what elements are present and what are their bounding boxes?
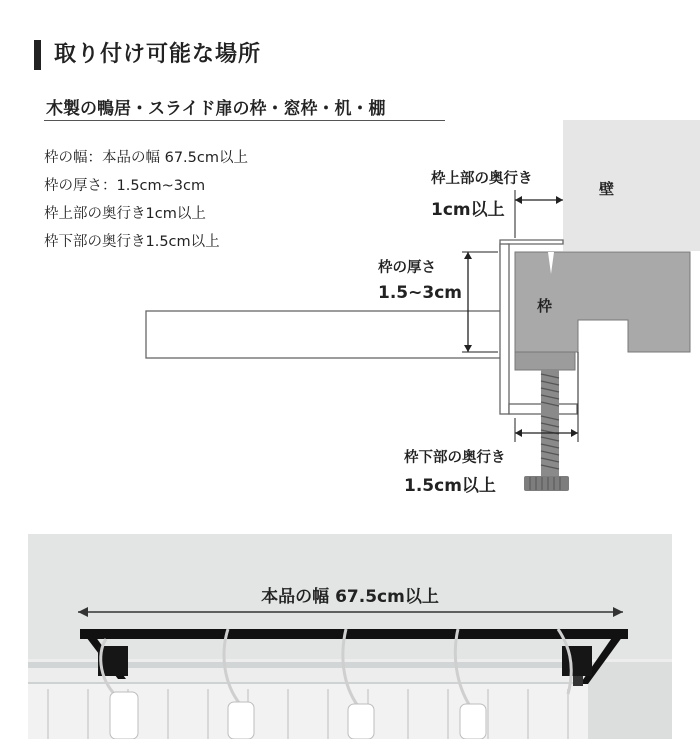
rod-outline	[146, 311, 504, 358]
spec-bottom-depth: 枠下部の奥行き1.5cm以上	[44, 234, 220, 250]
product-width-label: 本品の幅 67.5cm以上	[261, 587, 439, 607]
wall-block	[563, 120, 700, 251]
page-title: 取り付け可能な場所	[54, 42, 262, 67]
adjust-knob	[524, 476, 569, 491]
wall-label: 壁	[599, 180, 615, 198]
page-subtitle: 木製の鴨居・スライド扉の枠・窓枠・机・棚	[46, 99, 386, 119]
thickness-label: 枠の厚さ	[378, 260, 436, 276]
spec-top-depth: 枠上部の奥行き1cm以上	[44, 206, 206, 222]
bottom-depth-value: 1.5cm以上	[404, 476, 496, 496]
thickness-value: 1.5~3cm	[378, 283, 462, 303]
spec-frame-width: 枠の幅：本品の幅 67.5cm以上	[44, 150, 248, 166]
bracket-spine	[500, 244, 509, 414]
top-depth-value: 1cm以上	[431, 200, 505, 220]
frame-label: 枠	[537, 297, 553, 315]
bottom-depth-label: 枠下部の奥行き	[404, 450, 506, 466]
right-clamp	[562, 646, 592, 676]
installed-photo	[28, 534, 672, 739]
rack-bar	[80, 629, 628, 639]
photo-illustration	[28, 534, 672, 739]
top-depth-label: 枠上部の奥行き	[431, 171, 533, 187]
pressure-pad	[515, 352, 575, 370]
spec-frame-thickness: 枠の厚さ：1.5cm~3cm	[44, 178, 206, 194]
